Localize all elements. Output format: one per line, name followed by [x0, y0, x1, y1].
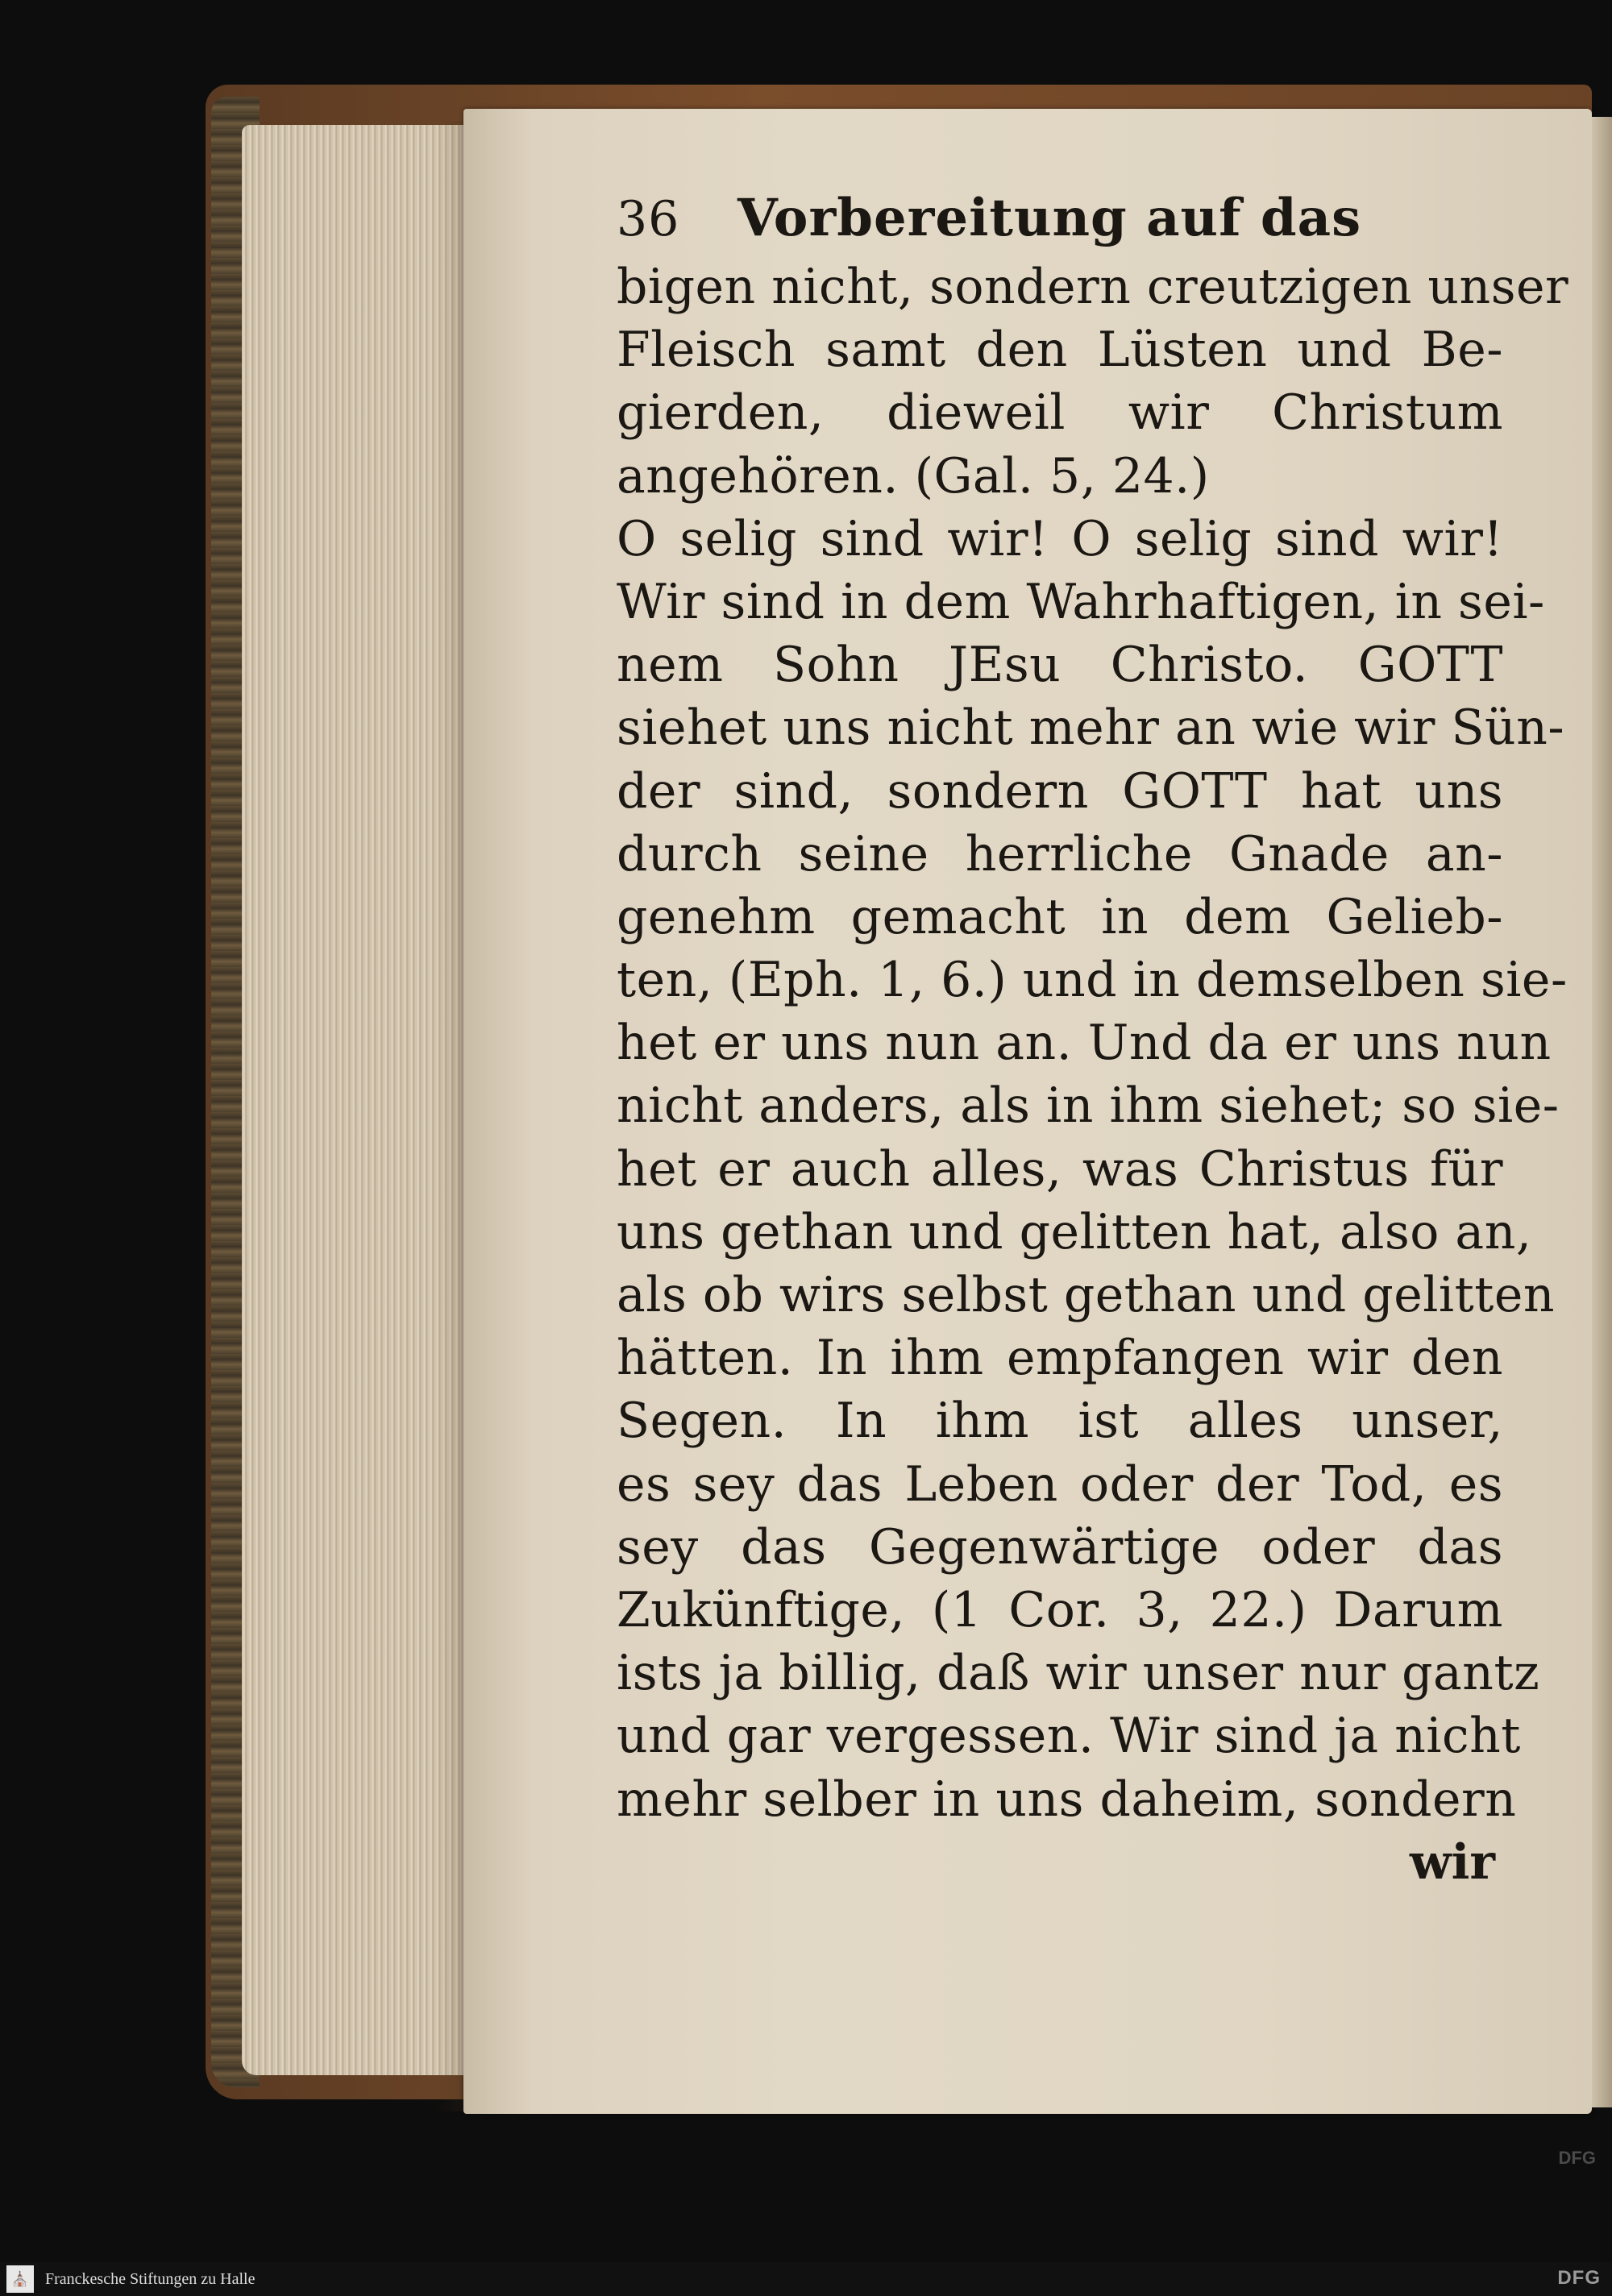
text-line: genehm gemacht in dem Gelieb- — [617, 888, 1503, 945]
institution-logo-icon: ⛪ — [6, 2265, 34, 2293]
text-line: als ob wirs selbst gethan und gelitten — [617, 1267, 1555, 1323]
page-number: 36 — [617, 191, 680, 247]
text-line: bigen nicht, sondern creutzigen unser — [617, 259, 1569, 315]
text-line: Wir sind in dem Wahrhaftigen, in sei- — [617, 573, 1545, 630]
funder-logo: DFG — [1557, 2267, 1601, 2289]
corner-mark: DFG — [1558, 2148, 1596, 2168]
text-line: O selig sind wir! O selig sind wir! — [617, 510, 1503, 567]
catchword: wir — [1409, 1833, 1495, 1891]
text-line: het er auch alles, was Christus für — [617, 1140, 1503, 1198]
text-line: Zukünftige, (1 Cor. 3, 22.) Darum — [617, 1581, 1503, 1638]
text-line: der sind, sondern GOTT hat uns — [617, 762, 1503, 820]
text-line: Segen. In ihm ist alles unser, — [617, 1393, 1503, 1450]
facing-page-edge — [1592, 117, 1612, 2107]
text-line: ten, (Eph. 1, 6.) und in demselben sie- — [617, 952, 1568, 1009]
viewer-footer — [0, 2262, 1612, 2296]
text-line: hätten. In ihm empfangen wir den — [617, 1330, 1503, 1387]
text-line: mehr selber in uns daheim, sondern — [617, 1771, 1517, 1828]
text-line: uns gethan und gelitten hat, also an, — [617, 1203, 1532, 1260]
text-line: het er uns nun an. Und da er uns nun — [617, 1015, 1552, 1072]
text-line: durch seine herrliche Gnade an- — [617, 825, 1503, 882]
text-line: nicht anders, als in ihm siehet; so sie- — [617, 1077, 1560, 1135]
text-line: es sey das Leben oder der Tod, es — [617, 1455, 1503, 1513]
page-text — [617, 181, 1569, 1894]
text-line: sey das Gegenwärtige oder das — [617, 1518, 1503, 1576]
text-line: und gar vergessen. Wir sind ja nicht — [617, 1708, 1521, 1765]
text-line: siehet uns nicht mehr an wie wir Sün- — [617, 700, 1565, 757]
text-line: Fleisch samt den Lüsten und Be- — [617, 322, 1503, 379]
page-header — [617, 181, 1503, 255]
text-line: gierden, dieweil wir Christum — [617, 384, 1503, 442]
institution-name: Franckesche Stiftungen zu Halle — [45, 2269, 256, 2288]
running-head: Vorbereitung auf das — [737, 188, 1362, 248]
text-line: angehören. (Gal. 5, 24.) — [617, 447, 1210, 504]
text-line: ists ja billig, daß wir unser nur gantz — [617, 1645, 1540, 1702]
text-line: nem Sohn JEsu Christo. GOTT — [617, 637, 1503, 694]
